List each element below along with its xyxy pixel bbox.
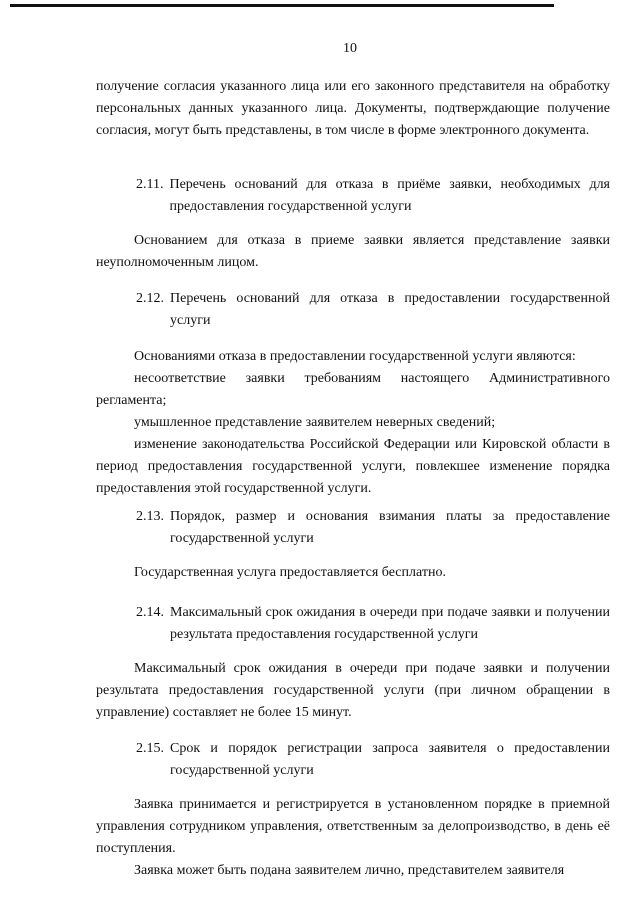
- heading-number: 2.13.: [136, 509, 164, 524]
- heading-text: Максимальный срок ожидания в очереди при подаче заявки и получении результата предоставления государственной услуги: [170, 605, 610, 642]
- heading-2-15: [136, 738, 610, 782]
- heading-2-12: [136, 288, 610, 332]
- paragraph-registration: Заявка принимается и регистрируется в установленном порядке в приемной управления сотрудником управления, ответственным за делопроизводство, в день её поступления.: [96, 797, 610, 856]
- heading-2-14: [136, 602, 610, 646]
- heading-2-13: [136, 506, 610, 550]
- paragraph-submission: Заявка может быть подана заявителем лично, представителем заявителя: [134, 863, 565, 878]
- heading-number: 2.12.: [136, 291, 164, 306]
- heading-text: Перечень оснований для отказа в приёме заявки, необходимых для предоставления государственной услуги: [169, 177, 610, 214]
- paragraph-free: Государственная услуга предоставляется бесплатно.: [134, 565, 446, 580]
- page-number: 10: [343, 41, 357, 56]
- heading-text: Срок и порядок регистрации запроса заявителя о предоставлении государственной услуги: [170, 741, 610, 778]
- paragraph-wait-time: Максимальный срок ожидания в очереди при подаче заявки и получении результата предоставления государственной услуги (при личном обращении в управление) составляет не более 15 минут.: [96, 661, 610, 720]
- paragraph-refusal-accept: Основанием для отказа в приеме заявки является представление заявки неуполномоченным лицом.: [96, 233, 610, 270]
- heading-text: Порядок, размер и основания взимания платы за предоставление государственной услуги: [170, 509, 610, 546]
- heading-2-11: [136, 174, 610, 218]
- heading-number: 2.15.: [136, 741, 164, 756]
- paragraph-grounds-intro: Основаниями отказа в предоставлении государственной услуги являются:: [134, 349, 576, 364]
- heading-number: 2.11.: [136, 177, 164, 192]
- paragraph-grounds-3: изменение законодательства Российской Федерации или Кировской области в период предоставления государственной услуги, повлекшее изменение порядка предоставления этой государственной услуги.: [96, 437, 610, 496]
- top-border-line: [10, 4, 554, 7]
- paragraph-consent: получение согласия указанного лица или его законного представителя на обработку персональных данных указанного лица. Документы, подтверждающие получение согласия, могут быть представлены, в том числе в форме электронного документа.: [96, 79, 610, 138]
- paragraph-grounds-2: умышленное представление заявителем неверных сведений;: [134, 415, 496, 430]
- paragraph-grounds-1: несоответствие заявки требованиям настоящего Административного регламента;: [96, 371, 610, 408]
- heading-text: Перечень оснований для отказа в предоставлении государственной услуги: [170, 291, 610, 328]
- heading-number: 2.14.: [136, 605, 164, 620]
